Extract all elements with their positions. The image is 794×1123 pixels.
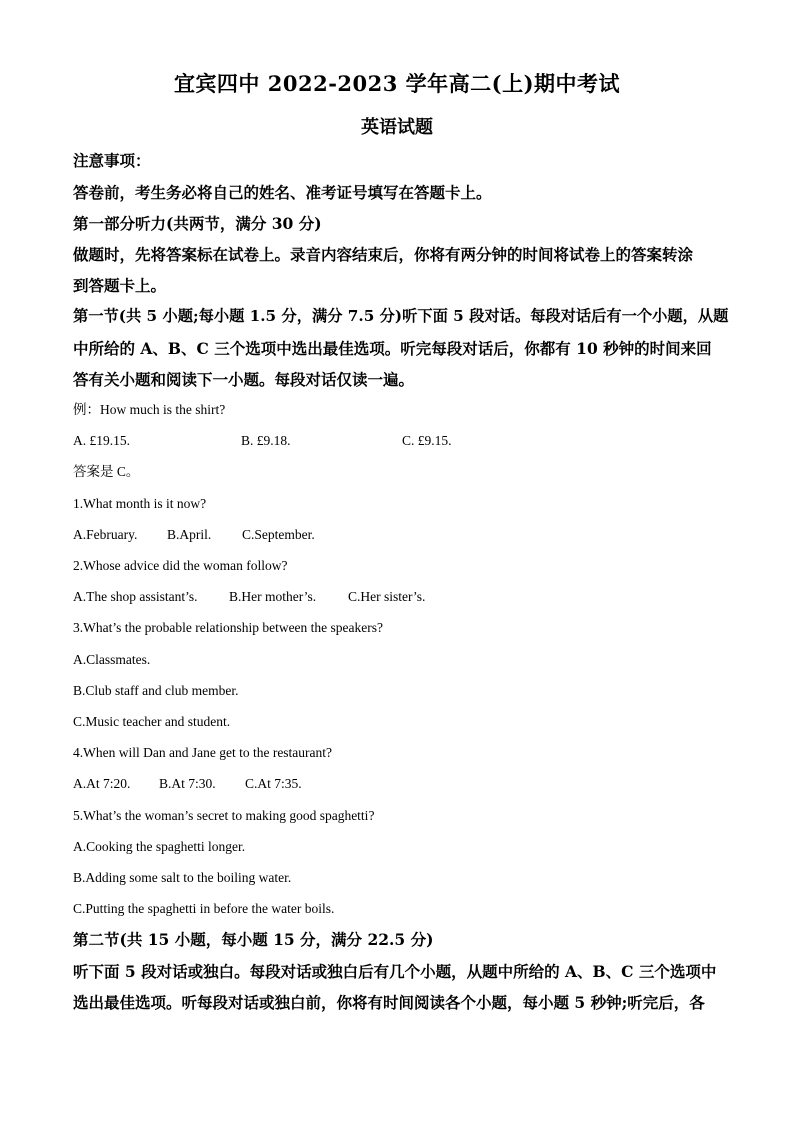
part1-instruction-line-2: 到答题卡上。 (73, 276, 167, 295)
question-5: 5.What’s the woman’s secret to making good spaghetti? (73, 808, 375, 823)
example-answer: 答案是 C。 (73, 464, 140, 479)
part1-heading: 第一部分听力(共两节，满分 30 分) (73, 214, 322, 233)
q4-option-a: A.At 7:20. (73, 776, 131, 791)
question-3: 3.What’s the probable relationship between the speakers? (73, 620, 384, 635)
page-title: 宜宾四中 2022-2023 学年高二(上)期中考试 (173, 71, 621, 96)
notice-line: 答卷前，考生务必将自己的姓名、准考证号填写在答题卡上。 (73, 183, 492, 202)
q1-option-c: C.September. (242, 527, 315, 542)
section2-line-1: 听下面 5 段对话或独白。每段对话或独白后有几个小题，从题中所给的 A、B、C 三个选项中 (73, 962, 717, 981)
q5-option-c: C.Putting the spaghetti in before the water boils. (73, 901, 335, 916)
section2-line-2: 选出最佳选项。听每段对话或独白前，你将有时间阅读各个小题，每小题 5 秒钟;听完后，各 (73, 993, 705, 1012)
question-2: 2.Whose advice did the woman follow? (73, 558, 288, 573)
section2-heading: 第二节(共 15 小题，每小题 15 分，满分 22.5 分) (73, 930, 434, 949)
q2-option-b: B.Her mother’s. (229, 589, 317, 604)
section1-line-2: 中所给的 A、B、C 三个选项中选出最佳选项。听完每段对话后，你都有 10 秒钟的时间来回 (73, 339, 712, 358)
example-question: 例：How much is the shirt? (73, 402, 226, 417)
example-option-c: C. £9.15. (402, 433, 452, 448)
part1-instruction-line-1: 做题时，先将答案标在试卷上。录音内容结束后，你将有两分钟的时间将试卷上的答案转涂 (73, 245, 694, 264)
q4-option-c: C.At 7:35. (245, 776, 302, 791)
q2-option-c: C.Her sister’s. (348, 589, 426, 604)
example-option-b: B. £9.18. (241, 433, 291, 448)
section1-line-3: 答有关小题和阅读下一小题。每段对话仅读一遍。 (73, 370, 415, 389)
q4-option-b: B.At 7:30. (159, 776, 216, 791)
page-subtitle: 英语试题 (361, 117, 433, 138)
question-4: 4.When will Dan and Jane get to the restaurant? (73, 745, 333, 760)
q3-option-c: C.Music teacher and student. (73, 714, 231, 729)
q2-option-a: A.The shop assistant’s. (73, 589, 198, 604)
q5-option-b: B.Adding some salt to the boiling water. (73, 870, 292, 885)
notice-heading: 注意事项： (73, 151, 151, 170)
section1-line-1: 第一节(共 5 小题;每小题 1.5 分，满分 7.5 分)听下面 5 段对话。每段对话后有一个小题，从题 (73, 307, 729, 325)
example-option-a: A. £19.15. (73, 433, 130, 448)
q1-option-a: A.February. (73, 527, 138, 542)
q1-option-b: B.April. (167, 527, 212, 542)
question-1: 1.What month is it now? (73, 496, 207, 511)
q5-option-a: A.Cooking the spaghetti longer. (73, 839, 246, 854)
q3-option-b: B.Club staff and club member. (73, 683, 239, 698)
q3-option-a: A.Classmates. (73, 652, 151, 667)
